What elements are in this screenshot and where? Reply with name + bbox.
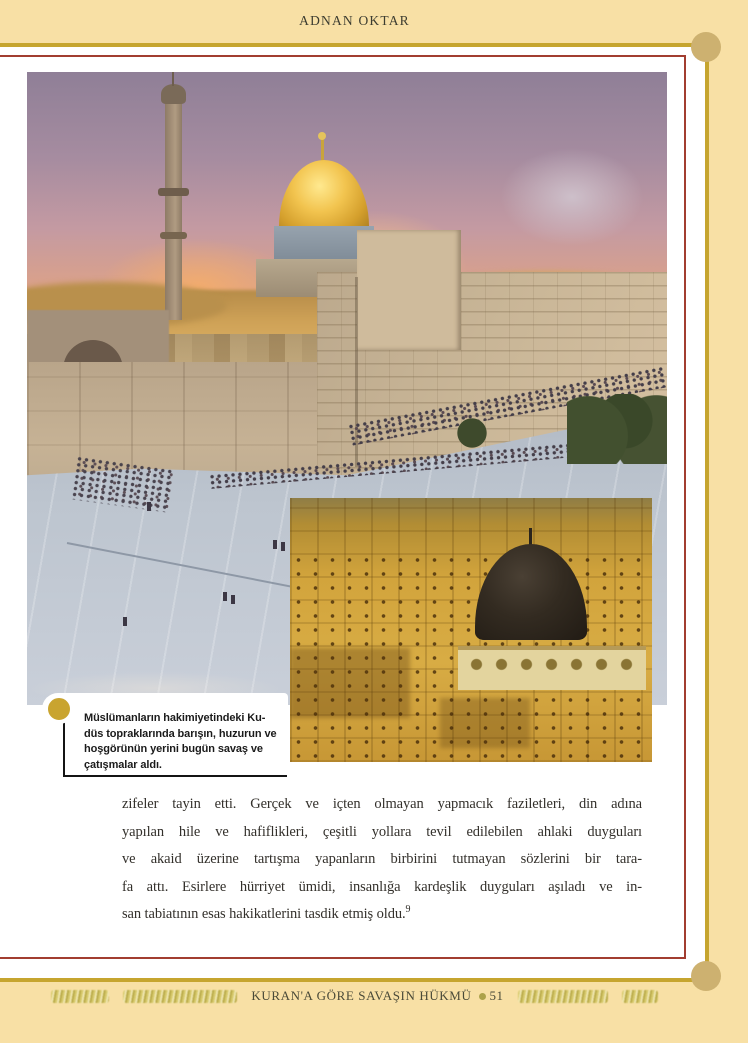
page-number: 51 — [489, 988, 504, 1003]
scattered-people — [27, 72, 31, 81]
red-rule-bottom — [0, 957, 686, 959]
body-line: ve akaid üzerine tartışma yapanların birbirini tutmayan sözlerini bir tara- — [122, 851, 642, 867]
red-rule-right — [684, 55, 686, 959]
corner-ornament-circle-bottom — [691, 961, 721, 991]
minaret-balcony — [158, 188, 189, 196]
caption-line: Müslümanların hakimiyetindeki Ku- — [84, 712, 266, 724]
chain-ornament — [123, 990, 237, 1003]
minaret-cap — [161, 84, 186, 104]
inset-shadow — [440, 698, 530, 748]
footer — [0, 988, 709, 1004]
dome-finial — [318, 132, 326, 140]
chain-ornament — [518, 990, 608, 1003]
running-header: ADNAN OKTAR — [299, 13, 410, 28]
footer-title: KURAN'A GÖRE SAVAŞIN HÜKMÜ — [251, 988, 472, 1003]
body-line: zifeler tayin etti. Gerçek ve içten olmayan yapmacık faziletleri, din adına — [122, 796, 642, 812]
caption-line: çatışmalar aldı. — [84, 758, 162, 771]
body-line: yapılan hile ve hafiflikleri, çeşitli yollara tevil edilebilen ahlaki duyguları — [122, 823, 642, 840]
photo-caption — [84, 711, 289, 773]
inset-shadow — [290, 648, 410, 718]
body-line — [122, 901, 642, 929]
gold-rule-right — [705, 43, 709, 982]
trees — [567, 394, 667, 464]
minaret-tower — [165, 102, 182, 320]
old-city-inset-photo — [290, 498, 652, 762]
gold-rule-top — [0, 43, 711, 47]
right-band — [709, 0, 748, 1043]
body-line: fa attı. Esirlere hürriyet ümidi, insanlığa kardeşlik duyguları aşıladı ve in- — [122, 878, 642, 895]
body-paragraph — [122, 791, 642, 929]
minaret-balcony — [160, 232, 187, 239]
caption-line: hoşgörünün yerini bugün savaş ve — [84, 743, 263, 755]
footer-title-group — [251, 988, 503, 1004]
body-line-text: san tabiatının esas hakikatlerini tasdik etmiş oldu. — [122, 906, 406, 922]
red-rule-top — [0, 55, 686, 57]
caption-bullet-circle — [44, 694, 74, 724]
gold-rule-bottom — [0, 978, 711, 982]
inset-arches — [464, 656, 640, 684]
corner-ornament-circle-top — [691, 32, 721, 62]
minaret-spike — [172, 72, 174, 86]
chain-ornament — [51, 990, 109, 1003]
tree — [455, 416, 489, 450]
chain-ornament — [622, 990, 658, 1003]
page-number-bullet — [479, 993, 486, 1000]
caption-line: düs topraklarında barışın, huzurun ve — [84, 727, 277, 740]
wall-tower — [357, 230, 461, 350]
footnote-reference: 9 — [405, 904, 411, 916]
cloud-highlight — [477, 132, 667, 262]
